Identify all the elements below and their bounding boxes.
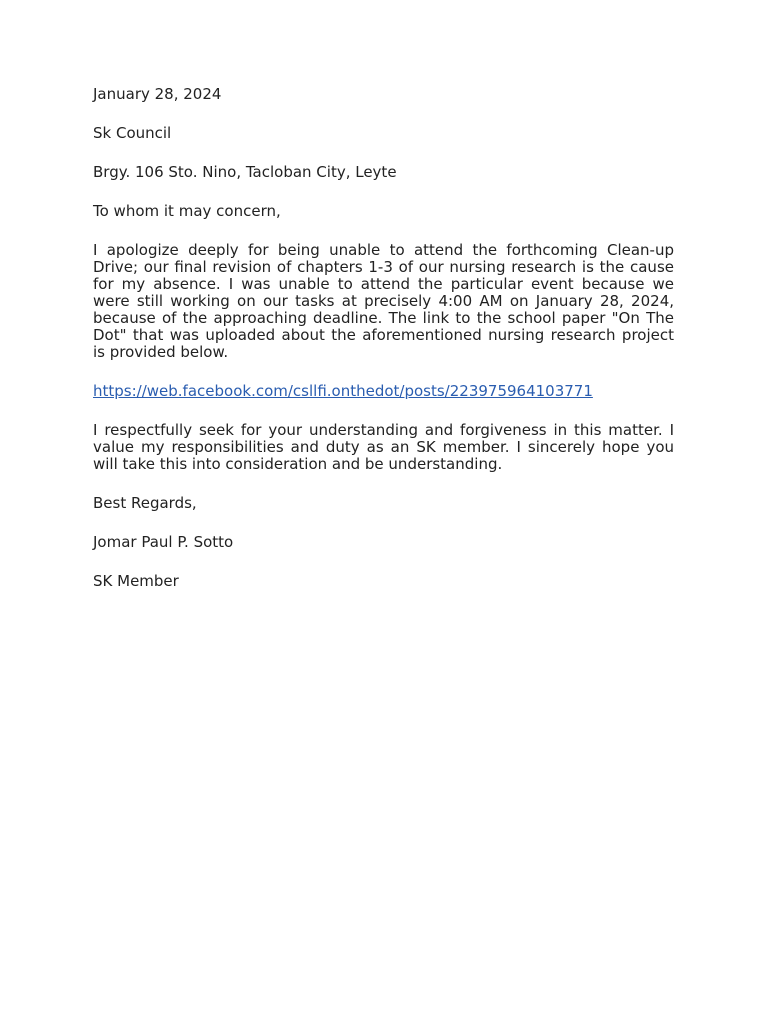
letter-body-paragraph-2: I respectfully seek for your understanding and forgiveness in this matter. I value my responsibilities and duty as an SK member. I sincerely hope you will take this into consideration and be understanding. <box>93 421 674 473</box>
signature-name: Jomar Paul P. Sotto <box>93 533 234 551</box>
signature-title: SK Member <box>93 572 179 590</box>
link-paragraph <box>93 383 674 400</box>
letter-body-paragraph-1: I apologize deeply for being unable to attend the forthcoming Clean-up Drive; our final revision of chapters 1-3 of our nursing research is the cause for my absence. I was unable to attend the particular event because we were still working on our tasks at precisely 4:00 AM on January 28, 2024, because of the approaching deadline. The link to the school paper "On The Dot" that was uploaded about the aforementioned nursing research project is provided below. <box>93 241 674 361</box>
letter-date: January 28, 2024 <box>93 85 222 103</box>
facebook-post-link[interactable]: https://web.facebook.com/csllfi.onthedot/posts/223975964103771 <box>93 382 593 400</box>
letter-recipient: Sk Council <box>93 124 172 142</box>
letter-address: Brgy. 106 Sto. Nino, Tacloban City, Leyte <box>93 163 397 181</box>
letter-salutation: To whom it may concern, <box>93 202 281 220</box>
letter-document <box>93 86 674 612</box>
letter-closing: Best Regards, <box>93 494 197 512</box>
